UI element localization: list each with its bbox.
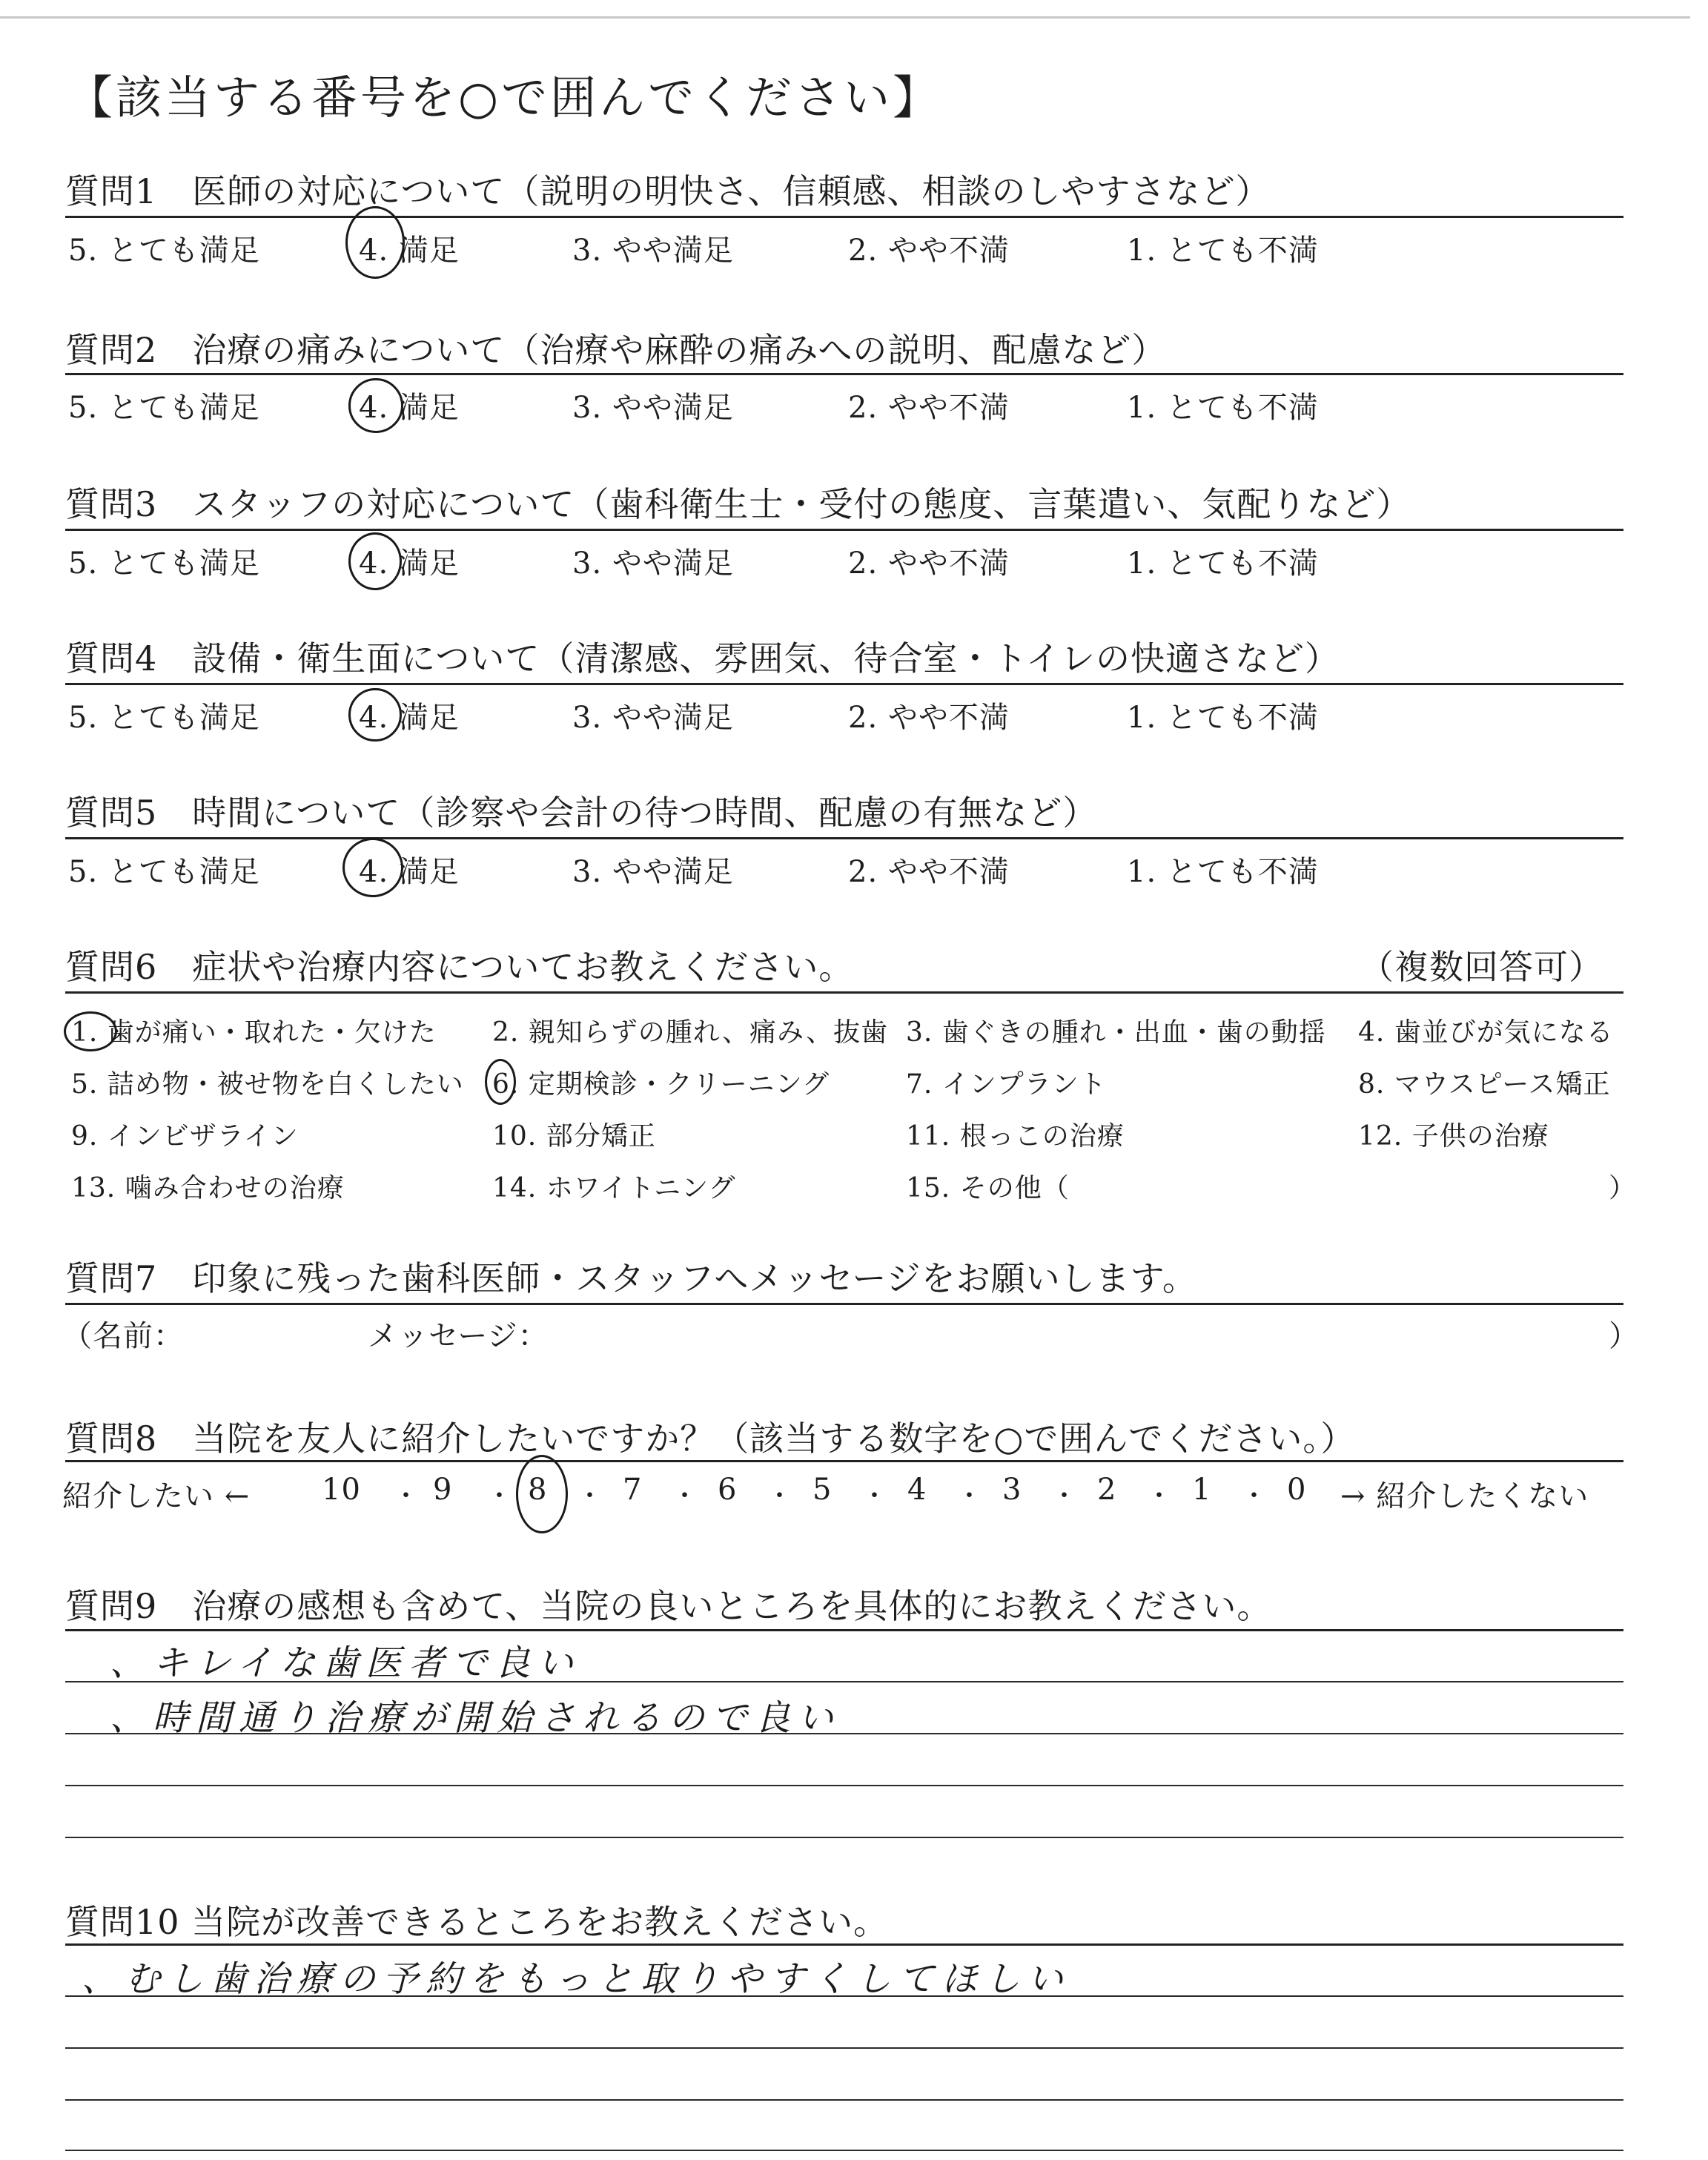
q6-selection-circle-1 bbox=[64, 1011, 117, 1051]
q4-option-3[interactable]: 3. やや満足 bbox=[572, 701, 734, 735]
q8-dot-separator: ・ bbox=[767, 1482, 793, 1511]
q3-option-4[interactable]: 4. 満足 bbox=[359, 546, 460, 581]
q6-option-7[interactable]: 7. インプラント bbox=[906, 1069, 1107, 1100]
question-5: 質問5 時間について（診察や会計の待つ時間、配慮の有無など） bbox=[65, 793, 1098, 833]
question-6-note: （複数回答可） bbox=[1360, 947, 1603, 987]
question-9-rule bbox=[65, 1629, 1623, 1631]
q8-number-0[interactable]: 0 bbox=[1287, 1473, 1307, 1507]
q9-answer-line-2: 、時間通り治療が開始されるので良い bbox=[110, 1697, 841, 1739]
q8-number-7[interactable]: 7 bbox=[623, 1473, 643, 1507]
q5-selection-circle bbox=[342, 838, 403, 897]
q5-option-4[interactable]: 4. 満足 bbox=[359, 855, 460, 889]
q8-dot-separator: ・ bbox=[861, 1482, 888, 1511]
q6-option-1[interactable]: 1. 歯が痛い・取れた・欠けた bbox=[71, 1017, 437, 1048]
q6-option-8[interactable]: 8. マウスピース矯正 bbox=[1358, 1069, 1611, 1100]
page-top-edge bbox=[0, 16, 1690, 19]
q2-option-5[interactable]: 5. とても満足 bbox=[68, 391, 260, 425]
q8-number-2[interactable]: 2 bbox=[1097, 1473, 1117, 1507]
q2-option-1[interactable]: 1. とても不満 bbox=[1127, 391, 1319, 425]
q2-option-2[interactable]: 2. やや不満 bbox=[848, 391, 1010, 425]
q6-option-13[interactable]: 13. 噛み合わせの治療 bbox=[71, 1173, 345, 1203]
q9-writing-line bbox=[65, 1785, 1623, 1786]
q6-option-15-close: ） bbox=[1609, 1173, 1637, 1203]
q5-option-1[interactable]: 1. とても不満 bbox=[1127, 855, 1319, 889]
q6-option-15[interactable]: 15. その他（ bbox=[906, 1173, 1070, 1203]
q6-option-11[interactable]: 11. 根っこの治療 bbox=[906, 1121, 1125, 1152]
q10-writing-line bbox=[65, 2047, 1623, 2049]
question-2: 質問2 治療の痛みについて（治療や麻酔の痛みへの説明、配慮など） bbox=[65, 330, 1167, 370]
q6-option-2[interactable]: 2. 親知らずの腫れ、痛み、抜歯 bbox=[492, 1017, 889, 1048]
q6-option-12[interactable]: 12. 子供の治療 bbox=[1358, 1121, 1549, 1152]
q8-number-8[interactable]: 8 bbox=[528, 1473, 548, 1507]
q8-number-1[interactable]: 1 bbox=[1192, 1473, 1212, 1507]
question-4: 質問4 設備・衛生面について（清潔感、雰囲気、待合室・トイレの快適さなど） bbox=[65, 638, 1340, 678]
question-4-rule bbox=[65, 683, 1623, 685]
q3-option-5[interactable]: 5. とても満足 bbox=[68, 546, 260, 581]
q1-option-2[interactable]: 2. やや不満 bbox=[848, 234, 1010, 268]
q6-option-9[interactable]: 9. インビザライン bbox=[71, 1121, 299, 1152]
q6-option-10[interactable]: 10. 部分矯正 bbox=[492, 1121, 656, 1152]
q10-answer-line-1: 、むし歯治療の予約をもっと取りやすくしてほしい bbox=[82, 1958, 1071, 2000]
q8-scale-right-label: → 紹介したくない bbox=[1340, 1479, 1589, 1513]
q6-option-6[interactable]: 6. 定期検診・クリーニング bbox=[492, 1069, 830, 1100]
question-6: 質問6 症状や治療内容についてお教えください。 bbox=[65, 947, 854, 987]
q4-option-4[interactable]: 4. 満足 bbox=[359, 701, 460, 735]
q6-selection-circle-6 bbox=[485, 1059, 516, 1105]
q8-dot-separator: ・ bbox=[577, 1482, 603, 1511]
q2-option-3[interactable]: 3. やや満足 bbox=[572, 391, 734, 425]
q4-option-5[interactable]: 5. とても満足 bbox=[68, 701, 260, 735]
q1-option-3[interactable]: 3. やや満足 bbox=[572, 234, 734, 268]
q6-option-14[interactable]: 14. ホワイトニング bbox=[492, 1173, 736, 1203]
question-10: 質問10 当院が改善できるところをお教えください。 bbox=[65, 1902, 889, 1942]
q8-dot-separator: ・ bbox=[486, 1482, 513, 1511]
q7-close-paren: ） bbox=[1609, 1319, 1639, 1353]
q5-option-2[interactable]: 2. やや不満 bbox=[848, 855, 1010, 889]
q3-option-2[interactable]: 2. やや不満 bbox=[848, 546, 1010, 581]
question-1-rule bbox=[65, 216, 1623, 218]
q8-number-6[interactable]: 6 bbox=[718, 1473, 738, 1507]
question-7-rule bbox=[65, 1303, 1623, 1305]
question-1: 質問1 医師の対応について（説明の明快さ、信頼感、相談のしやすさなど） bbox=[65, 171, 1271, 211]
question-2-rule bbox=[65, 373, 1623, 375]
question-3-rule bbox=[65, 529, 1623, 531]
q8-selection-circle bbox=[516, 1455, 568, 1533]
q9-answer-line-1: 、キレイな歯医者で良い bbox=[110, 1642, 581, 1684]
q1-option-5[interactable]: 5. とても満足 bbox=[68, 234, 260, 268]
q10-writing-line bbox=[65, 2099, 1623, 2101]
q8-dot-separator: ・ bbox=[956, 1482, 983, 1511]
q8-dot-separator: ・ bbox=[1051, 1482, 1078, 1511]
q8-number-5[interactable]: 5 bbox=[812, 1473, 833, 1507]
q9-writing-line bbox=[65, 1837, 1623, 1838]
q10-writing-line bbox=[65, 2150, 1623, 2151]
q2-option-4[interactable]: 4. 満足 bbox=[359, 391, 460, 425]
q8-number-3[interactable]: 3 bbox=[1002, 1473, 1022, 1507]
q8-number-10[interactable]: 10 bbox=[322, 1473, 361, 1507]
question-6-rule bbox=[65, 991, 1623, 994]
question-10-rule bbox=[65, 1943, 1623, 1946]
q4-option-1[interactable]: 1. とても不満 bbox=[1127, 701, 1319, 735]
q8-number-4[interactable]: 4 bbox=[907, 1473, 927, 1507]
q8-dot-separator: ・ bbox=[672, 1482, 698, 1511]
q1-selection-circle bbox=[345, 206, 405, 279]
q8-dot-separator: ・ bbox=[1241, 1482, 1268, 1511]
q6-option-5[interactable]: 5. 詰め物・被せ物を白くしたい bbox=[71, 1069, 464, 1100]
question-3: 質問3 スタッフの対応について（歯科衛生士・受付の態度、言葉遣い、気配りなど） bbox=[65, 484, 1411, 524]
q6-option-3[interactable]: 3. 歯ぐきの腫れ・出血・歯の動揺 bbox=[906, 1017, 1326, 1048]
q5-option-5[interactable]: 5. とても満足 bbox=[68, 855, 260, 889]
q1-option-4[interactable]: 4. 満足 bbox=[359, 234, 460, 268]
q8-dot-separator: ・ bbox=[393, 1482, 420, 1511]
q7-message-field[interactable]: メッセージ： bbox=[368, 1319, 549, 1353]
question-5-rule bbox=[65, 837, 1623, 839]
q1-option-1[interactable]: 1. とても不満 bbox=[1127, 234, 1319, 268]
question-7: 質問7 印象に残った歯科医師・スタッフへメッセージをお願いします。 bbox=[65, 1258, 1197, 1298]
q8-dot-separator: ・ bbox=[1146, 1482, 1173, 1511]
q3-option-1[interactable]: 1. とても不満 bbox=[1127, 546, 1319, 581]
q8-scale-left-label: 紹介したい ← bbox=[62, 1479, 251, 1513]
q6-option-4[interactable]: 4. 歯並びが気になる bbox=[1358, 1017, 1614, 1048]
question-8-rule bbox=[65, 1460, 1623, 1462]
question-8: 質問8 当院を友人に紹介したいですか？（該当する数字を○で囲んでください。） bbox=[65, 1418, 1356, 1459]
page-title: 【該当する番号を○で囲んでください】 bbox=[67, 70, 942, 125]
q2-selection-circle bbox=[348, 378, 403, 433]
q8-number-9[interactable]: 9 bbox=[433, 1473, 453, 1507]
question-9: 質問9 治療の感想も含めて、当院の良いところを具体的にお教えください。 bbox=[65, 1586, 1272, 1626]
q4-option-2[interactable]: 2. やや不満 bbox=[848, 701, 1010, 735]
q7-name-field[interactable]: （名前： bbox=[62, 1319, 184, 1353]
q3-option-3[interactable]: 3. やや満足 bbox=[572, 546, 734, 581]
q5-option-3[interactable]: 3. やや満足 bbox=[572, 855, 734, 889]
q4-selection-circle bbox=[348, 688, 402, 742]
q3-selection-circle bbox=[348, 532, 402, 590]
